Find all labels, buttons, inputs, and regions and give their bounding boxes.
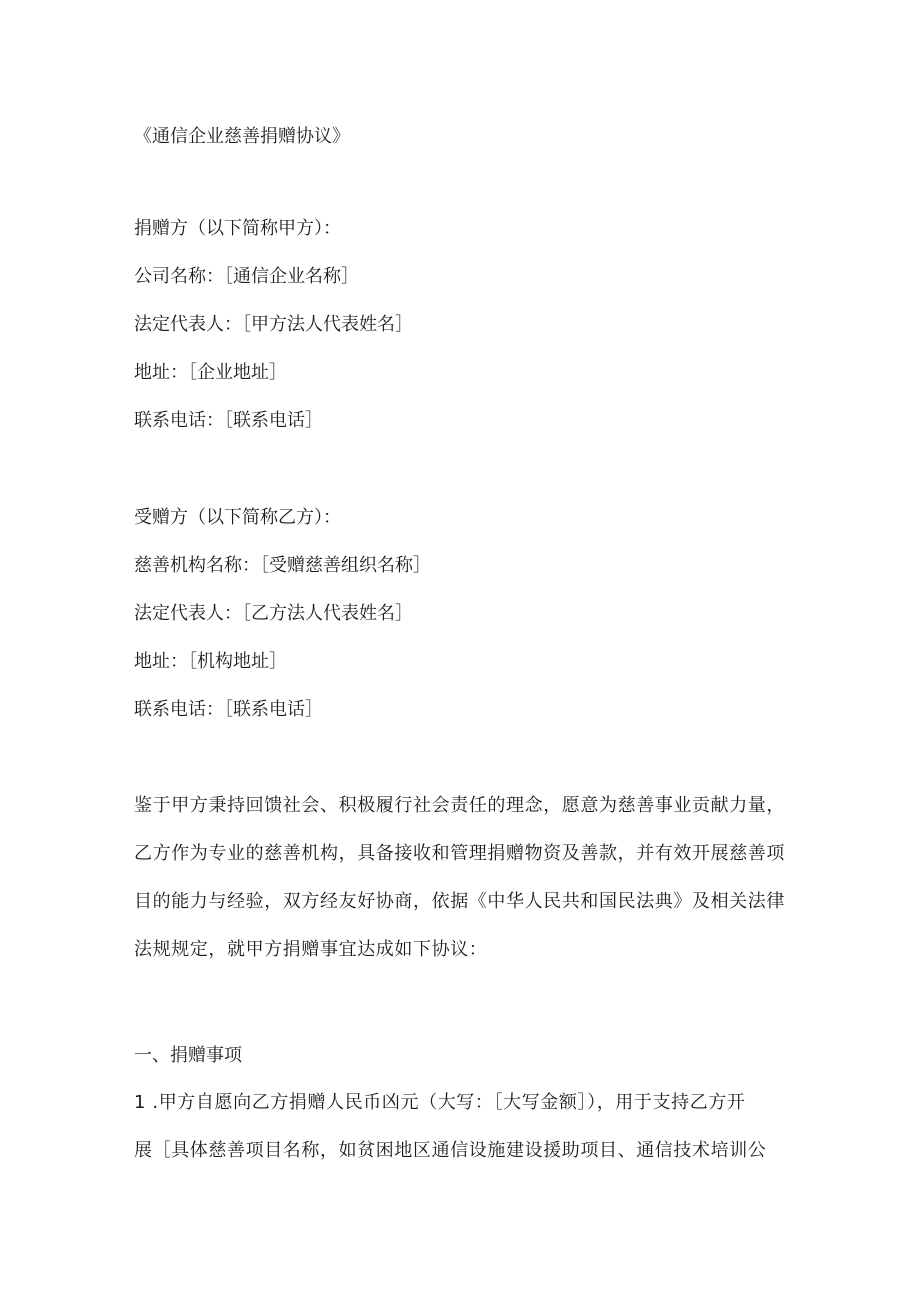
recipient-heading: 受赠方（以下简称乙方）： bbox=[134, 507, 341, 528]
recipient-address: 地址：［机构地址］ bbox=[134, 651, 287, 672]
recipient-representative: 法定代表人：［乙方法人代表姓名］ bbox=[134, 603, 413, 624]
item-line: 1 .甲方自愿向乙方捐赠人民币凶元（大写：［大写金额］），用于支持乙方开 bbox=[134, 1092, 746, 1113]
donor-heading: 捐赠方（以下简称甲方）： bbox=[134, 218, 341, 239]
recipient-phone: 联系电话：［联系电话］ bbox=[134, 699, 323, 720]
recipient-organization: 慈善机构名称：［受赠慈善组织名称］ bbox=[134, 555, 431, 576]
document-title: 《通信企业慈善捐赠协议》 bbox=[134, 126, 350, 147]
preamble-line: 目的能力与经验，双方经友好协商，依据《中华人民共和国民法典》及相关法律 bbox=[134, 891, 785, 912]
preamble-paragraph bbox=[134, 782, 784, 974]
donor-address: 地址：［企业地址］ bbox=[134, 362, 287, 383]
item-line: 展［具体慈善项目名称，如贫困地区通信设施建设援助项目、通信技术培训公 bbox=[134, 1140, 767, 1161]
donor-company: 公司名称：［通信企业名称］ bbox=[134, 266, 359, 287]
preamble-line: 法规规定，就甲方捐赠事宜达成如下协议： bbox=[134, 939, 488, 960]
donor-representative: 法定代表人：［甲方法人代表姓名］ bbox=[134, 314, 413, 335]
donor-phone: 联系电话：［联系电话］ bbox=[134, 410, 323, 431]
preamble-line: 鉴于甲方秉持回馈社会、积极履行社会责任的理念，愿意为慈善事业贡献力量， bbox=[134, 795, 785, 816]
section-item-1 bbox=[134, 1079, 784, 1175]
preamble-line: 乙方作为专业的慈善机构，具备接收和管理捐赠物资及善款，并有效开展慈善项 bbox=[134, 843, 785, 864]
section-heading: 一、捐赠事项 bbox=[134, 1045, 242, 1066]
